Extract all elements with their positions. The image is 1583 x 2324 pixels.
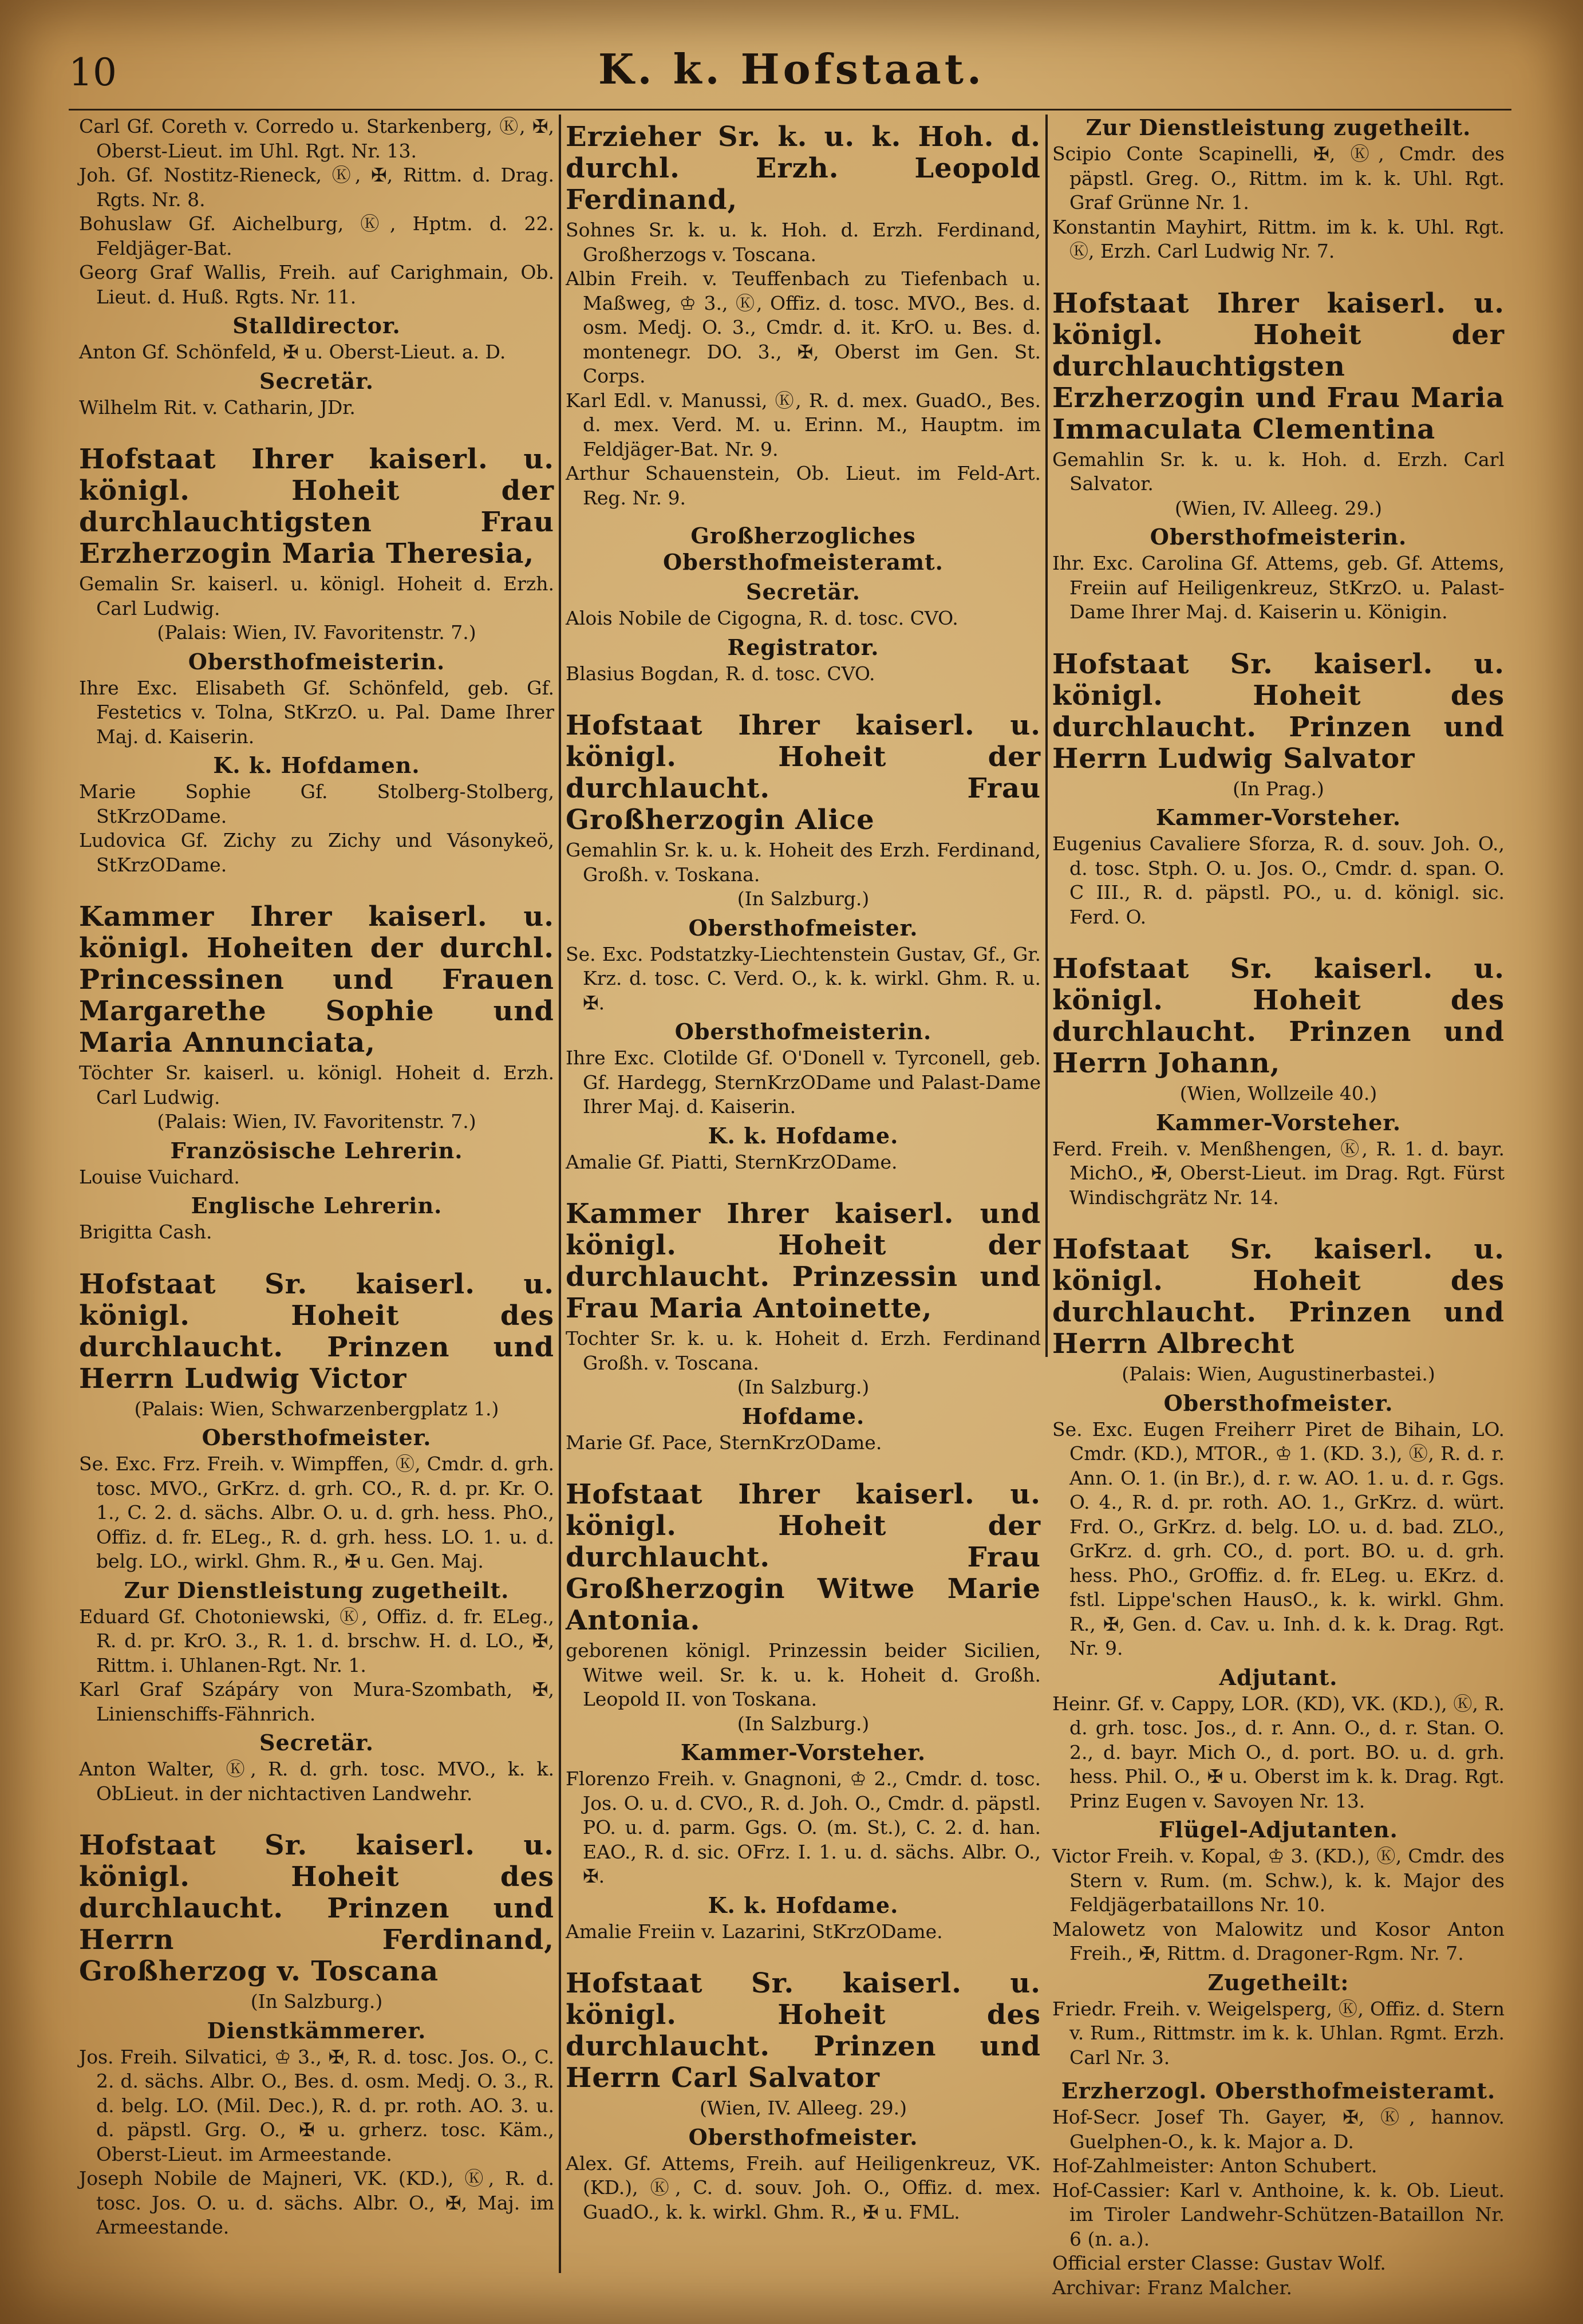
- subheading: Großherzogliches Obersthofmeisteramt.: [663, 523, 944, 575]
- list-item: Ihre Exc. Elisabeth Gf. Schönfeld, geb. Gf. Festetics v. Tolna, StKrzO. u. Pal. Dame Ihrer Maj. d. Kaiserin.: [79, 676, 554, 748]
- address: (Wien, IV. Alleeg. 29.): [1174, 496, 1383, 519]
- subheading: Zur Dienstleistung zugetheilt.: [1085, 115, 1471, 140]
- list-item: Victor Freih. v. Kopal, ♔ 3. (KD.), Ⓚ, Cmdr. des Stern v. Rum. (m. Schw.), k. k. Major des Feldjägerbataillons Nr. 10.: [1052, 1845, 1505, 1916]
- subheading: Secretär.: [259, 368, 374, 394]
- section-title: Kammer Ihrer kaiserl. und königl. Hoheit der durchlaucht. Prinzessin und Frau Maria Antoinette,: [566, 1198, 1041, 1324]
- column-divider-2: [1045, 115, 1048, 1357]
- list-item: Joseph Nobile de Majneri, VK. (KD.), Ⓚ, R. d. tosc. Jos. O. u. d. sächs. Albr. O., ✠, Maj. im Armeestande.: [79, 2167, 554, 2238]
- list-item: Arthur Schauenstein, Ob. Lieut. im Feld-Art. Reg. Nr. 9.: [566, 462, 1041, 509]
- subheading: Obersthofmeister.: [202, 1425, 432, 1450]
- subheading: Dienstkämmerer.: [207, 2017, 427, 2043]
- subheading: Secretär.: [259, 1730, 374, 1755]
- section-title: Kammer Ihrer kaiserl. u. königl. Hoheiten der durchl. Princessinen und Frauen Margarethe Sophie und Maria Annunciata,: [79, 901, 554, 1059]
- list-item: Scipio Conte Scapinelli, ✠, Ⓚ, Cmdr. des päpstl. Greg. O., Rittm. im k. k. Uhl. Rgt. Graf Grünne Nr. 1.: [1052, 143, 1505, 214]
- subheading: Kammer-Vorsteher.: [1155, 1109, 1402, 1135]
- list-item: Brigitta Cash.: [79, 1221, 212, 1243]
- subheading: Obersthofmeisterin.: [1150, 524, 1407, 550]
- section-title: Hofstaat Sr. kaiserl. u. königl. Hoheit des durchlaucht. Prinzen und Herrn Johann,: [1052, 953, 1505, 1079]
- list-item: Anton Gf. Schönfeld, ✠ u. Oberst-Lieut. a. D.: [79, 341, 506, 363]
- section-title: Erzieher Sr. k. u. k. Hoh. d. durchl. Erzh. Leopold Ferdinand,: [566, 121, 1041, 216]
- list-item: Malowetz von Malowitz und Kosor Anton Freih., ✠, Rittm. d. Dragoner-Rgm. Nr. 7.: [1052, 1917, 1505, 1964]
- subheading: K. k. Hofdame.: [708, 1892, 899, 1918]
- address: (Wien, Wollzeile 40.): [1179, 1082, 1377, 1104]
- subheading: Flügel-Adjutanten.: [1159, 1817, 1398, 1842]
- list-item: Official erster Classe: Gustav Wolf.: [1052, 2252, 1386, 2274]
- address: (In Salzburg.): [737, 1712, 870, 1735]
- subheading: Obersthofmeisterin.: [188, 648, 445, 674]
- section-description: Gemalin Sr. kaiserl. u. königl. Hoheit d. Erzh. Carl Ludwig.: [79, 573, 554, 620]
- list-item: Heinr. Gf. v. Cappy, LOR. (KD), VK. (KD.), Ⓚ, R. d. grh. tosc. Jos., d. r. Ann. O., d. r. Stan. O. 2., d. bayr. Mich O., d. port. BO. u. d. grh. hess. Phil. O., ✠ u. Oberst im k. k. Drag. Rgt. Prinz Eugen v. Savoyen Nr. 13.: [1052, 1692, 1505, 1812]
- subheading: Secretär.: [746, 579, 860, 605]
- list-item: Se. Exc. Frz. Freih. v. Wimpffen, Ⓚ, Cmdr. d. grh. tosc. MVO., GrKrz. d. grh. CO., R. d. pr. Kr. O. 1., C. 2. d. sächs. Albr. O. u. d. grh. hess. PhO., Offiz. d. fr. ELeg., R. d. grh. hess. LO. 1. u. d. belg. LO., wirkl. Ghm. R., ✠ u. Gen. Maj.: [79, 1453, 554, 1572]
- list-item: Archivar: Franz Malcher.: [1052, 2276, 1292, 2299]
- list-item: Hof-Cassier: Karl v. Anthoine, k. k. Ob. Lieut. im Tiroler Landwehr-Schützen-Bataillon Nr. 6 (n. a.).: [1052, 2179, 1505, 2250]
- section-title: Hofstaat Ihrer kaiserl. u. königl. Hoheit der durchlauchtigsten Frau Erzherzogin Maria Theresia,: [79, 443, 554, 570]
- section-title: Hofstaat Sr. kaiserl. u. königl. Hoheit des durchlaucht. Prinzen und Herrn Ludwig Salvator: [1052, 648, 1505, 775]
- section-title: Hofstaat Ihrer kaiserl. u. königl. Hoheit der durchlaucht. Frau Großherzogin Alice: [566, 709, 1041, 836]
- list-item: Se. Exc. Podstatzky-Liechtenstein Gustav, Gf., Gr. Krz. d. tosc. C. Verd. O., k. k. wirkl. Ghm. R. u. ✠.: [566, 942, 1041, 1014]
- page-number: 10: [69, 50, 117, 94]
- section-title: Hofstaat Sr. kaiserl. u. königl. Hoheit des durchlaucht. Prinzen und Herrn Ludwig Victor: [79, 1268, 554, 1395]
- list-item: Carl Gf. Coreth v. Corredo u. Starkenberg, Ⓚ, ✠, Oberst-Lieut. im Uhl. Rgt. Nr. 13.: [79, 115, 554, 162]
- address: (Palais: Wien, Schwarzenbergplatz 1.): [134, 1397, 499, 1420]
- column-3: [1052, 115, 1505, 2300]
- address: (In Salzburg.): [250, 1990, 383, 2013]
- list-item: Bohuslaw Gf. Aichelburg, Ⓚ, Hptm. d. 22. Feldjäger-Bat.: [79, 212, 554, 259]
- list-item: Alex. Gf. Attems, Freih. auf Heiligenkreuz, VK. (KD.), Ⓚ, C. d. souv. Joh. O., Offiz. d. mex. GuadO., k. k. wirkl. Ghm. R., ✠ u. FML.: [566, 2152, 1041, 2223]
- section-description: Gemahlin Sr. k. u. k. Hoh. d. Erzh. Carl Salvator.: [1052, 448, 1505, 495]
- list-item: Konstantin Mayhirt, Rittm. im k. k. Uhl. Rgt. Ⓚ, Erzh. Carl Ludwig Nr. 7.: [1052, 215, 1505, 262]
- list-item: Ihre Exc. Clotilde Gf. O'Donell v. Tyrconell, geb. Gf. Hardegg, SternKrzODame und Palast-Dame Ihrer Maj. d. Kaiserin.: [566, 1047, 1041, 1118]
- address: (Wien, IV. Alleeg. 29.): [699, 2097, 907, 2119]
- list-item: Joh. Gf. Nostitz-Rieneck, Ⓚ, ✠, Rittm. d. Drag. Rgts. Nr. 8.: [79, 164, 554, 211]
- list-item: Ihr. Exc. Carolina Gf. Attems, geb. Gf. Attems, Freiin auf Heiligenkreuz, StKrzO. u. Palast-Dame Ihrer Maj. d. Kaiserin u. Königin.: [1052, 552, 1505, 623]
- list-item: Marie Gf. Pace, SternKrzODame.: [566, 1431, 882, 1454]
- subheading: Adjutant.: [1219, 1664, 1338, 1690]
- list-item: Jos. Freih. Silvatici, ♔ 3., ✠, R. d. tosc. Jos. O., C. 2. d. sächs. Albr. O., Bes. d. osm. Medj. O. 3., R. d. belg. LO. (Mil. Dec.), R. d. pr. roth. AO. 3. u. d. päpstl. Grg. O., ✠ u. grherz. tosc. Käm., Oberst-Lieut. im Armeestande.: [79, 2045, 554, 2165]
- section-description: Töchter Sr. kaiserl. u. königl. Hoheit d. Erzh. Carl Ludwig.: [79, 1062, 554, 1108]
- section-description: Sohnes Sr. k. u. k. Hoh. d. Erzh. Ferdinand, Großherzogs v. Toscana.: [566, 219, 1041, 266]
- list-item: Hof-Zahlmeister: Anton Schubert.: [1052, 2155, 1377, 2177]
- subheading: Registrator.: [727, 634, 879, 660]
- list-item: Albin Freih. v. Teuffenbach zu Tiefenbach u. Maßweg, ♔ 3., Ⓚ, Offiz. d. tosc. MVO., Bes. d. osm. Medj. O. 3., Cmdr. d. it. KrO. u. Bes. d. montenegr. DO. 3., ✠, Oberst im Gen. St. Corps.: [566, 267, 1041, 387]
- address: (Palais: Wien, Augustinerbastei.): [1122, 1363, 1435, 1385]
- list-item: Marie Sophie Gf. Stolberg-Stolberg, StKrzODame.: [79, 780, 554, 827]
- subheading: Französische Lehrerin.: [170, 1137, 463, 1163]
- section-description: Gemahlin Sr. k. u. k. Hoheit des Erzh. Ferdinand, Großh. v. Toskana.: [566, 839, 1041, 886]
- list-item: Eduard Gf. Chotoniewski, Ⓚ, Offiz. d. fr. ELeg., R. d. pr. KrO. 3., R. 1. d. brschw. H. d. LO., ✠, Rittm. i. Uhlanen-Rgt. Nr. 1.: [79, 1605, 554, 1676]
- subheading: Zur Dienstleistung zugetheilt.: [124, 1577, 510, 1603]
- subheading: Obersthofmeister.: [688, 914, 918, 941]
- list-item: Amalie Gf. Piatti, SternKrzODame.: [566, 1150, 898, 1173]
- list-item: Anton Walter, Ⓚ, R. d. grh. tosc. MVO., k. k. ObLieut. in der nichtactiven Landwehr.: [79, 1758, 554, 1805]
- list-item: Se. Exc. Eugen Freiherr Piret de Bihain, LO. Cmdr. (KD.), MTOR., ♔ 1. (KD. 3.), Ⓚ, R. d. r. Ann. O. 1. (in Br.), d. r. w. AO. 1. u. d. r. Ggs. O. 4., R. d. pr. roth. AO. 1., GrKrz. d. würt. Frd. O., GrKrz. d. belg. LO. u. d. bad. ZLO., GrKrz. d. grh. CO., d. port. BO. u. d. grh. hess. PhO., GrOffiz. d. fr. ELeg. u. EKrz. d. fstl. Lippe'schen HausO., k. k. wirkl. Ghm. R., ✠, Gen. d. Cav. u. Inh. d. k. k. Drag. Rgt. Nr. 9.: [1052, 1418, 1505, 1659]
- subheading: K. k. Hofdame.: [708, 1122, 899, 1149]
- column-1: [79, 115, 554, 2240]
- column-2: [566, 115, 1041, 2224]
- list-item: Ferd. Freih. v. Menßhengen, Ⓚ, R. 1. d. bayr. MichO., ✠, Oberst-Lieut. im Drag. Rgt. Fürst Windischgrätz Nr. 14.: [1052, 1137, 1505, 1209]
- section-title: Hofstaat Sr. kaiserl. u. königl. Hoheit des durchlaucht. Prinzen und Herrn Carl Salvator: [566, 1967, 1041, 2094]
- address: (Palais: Wien, IV. Favoritenstr. 7.): [157, 621, 476, 644]
- section-title: Hofstaat Ihrer kaiserl. u. königl. Hoheit der durchlaucht. Frau Großherzogin Witwe Marie Antonia.: [566, 1478, 1041, 1636]
- section-description: Tochter Sr. k. u. k. Hoheit d. Erzh. Ferdinand Großh. v. Toscana.: [566, 1327, 1041, 1374]
- subheading: Englische Lehrerin.: [191, 1193, 443, 1218]
- list-item: Georg Graf Wallis, Freih. auf Carighmain, Ob. Lieut. d. Huß. Rgts. Nr. 11.: [79, 261, 554, 308]
- address: (Palais: Wien, IV. Favoritenstr. 7.): [157, 1110, 476, 1133]
- section-title: Hofstaat Ihrer kaiserl. u. königl. Hoheit der durchlauchtigsten Erzherzogin und Frau Maria Immaculata Clementina: [1052, 287, 1505, 445]
- list-item: Hof-Secr. Josef Th. Gayer, ✠, Ⓚ, hannov. Guelphen-O., k. k. Major a. D.: [1052, 2106, 1505, 2153]
- list-item: Karl Graf Szápáry von Mura-Szombath, ✠, Linienschiffs-Fähnrich.: [79, 1678, 554, 1725]
- subheading: Erzherzogl. Obersthofmeisteramt.: [1061, 2078, 1496, 2104]
- list-item: Blasius Bogdan, R. d. tosc. CVO.: [566, 662, 875, 685]
- subheading: Hofdame.: [741, 1403, 865, 1429]
- section-description: geborenen königl. Prinzessin beider Sicilien, Witwe weil. Sr. k. u. k. Hoheit d. Großh. Leopold II. von Toskana.: [566, 1639, 1041, 1710]
- address: (In Salzburg.): [737, 1376, 870, 1398]
- list-item: Amalie Freiin v. Lazarini, StKrzODame.: [566, 1920, 943, 1943]
- section-title: Hofstaat Sr. kaiserl. u. königl. Hoheit des durchlaucht. Prinzen und Herrn Albrecht: [1052, 1233, 1505, 1360]
- subheading: Obersthofmeisterin.: [674, 1019, 932, 1044]
- list-item: Karl Edl. v. Manussi, Ⓚ, R. d. mex. GuadO., Bes. d. mex. Verd. M. u. Erinn. M., Hauptm. im Feldjäger-Bat. Nr. 9.: [566, 389, 1041, 460]
- column-divider-1: [559, 115, 561, 2273]
- subheading: Stalldirector.: [232, 313, 401, 338]
- subheading: Kammer-Vorsteher.: [1155, 804, 1402, 830]
- header-rule: [69, 109, 1511, 111]
- subheading: K. k. Hofdamen.: [213, 752, 420, 778]
- subheading: Kammer-Vorsteher.: [680, 1739, 926, 1765]
- running-head: K. k. Hofstaat.: [598, 45, 985, 93]
- list-item: Louise Vuichard.: [79, 1165, 240, 1188]
- list-item: Wilhelm Rit. v. Catharin, JDr.: [79, 396, 356, 419]
- list-item: Alois Nobile de Cigogna, R. d. tosc. CVO.: [566, 607, 958, 629]
- section-title: Hofstaat Sr. kaiserl. u. königl. Hoheit des durchlaucht. Prinzen und Herrn Ferdinand, Großherzog v. Toscana: [79, 1829, 554, 1987]
- subheading: Obersthofmeister.: [1163, 1390, 1393, 1416]
- address: (In Salzburg.): [737, 887, 870, 910]
- list-item: Eugenius Cavaliere Sforza, R. d. souv. Joh. O., d. tosc. Stph. O. u. Jos. O., Cmdr. d. span. O. C III., R. d. päpstl. PO., u. d. königl. sic. Ferd. O.: [1052, 832, 1505, 928]
- list-item: Ludovica Gf. Zichy zu Zichy und Vásonykeö, StKrzODame.: [79, 829, 554, 876]
- subheading: Obersthofmeister.: [688, 2124, 918, 2150]
- list-item: Friedr. Freih. v. Weigelsperg, Ⓚ, Offiz. d. Stern v. Rum., Rittmstr. im k. k. Uhlan. Rgmt. Erzh. Carl Nr. 3.: [1052, 1997, 1505, 2069]
- subheading: Zugetheilt:: [1207, 1969, 1349, 1995]
- address: (In Prag.): [1233, 777, 1324, 800]
- list-item: Florenzo Freih. v. Gnagnoni, ♔ 2., Cmdr. d. tosc. Jos. O. u. d. CVO., R. d. Joh. O., Cmdr. d. päpstl. PO. u. d. parm. Ggs. O. (m. St.), C. 2. d. han. EAO., R. d. sic. OFrz. I. 1. u. d. sächs. Albr. O., ✠.: [566, 1767, 1041, 1887]
